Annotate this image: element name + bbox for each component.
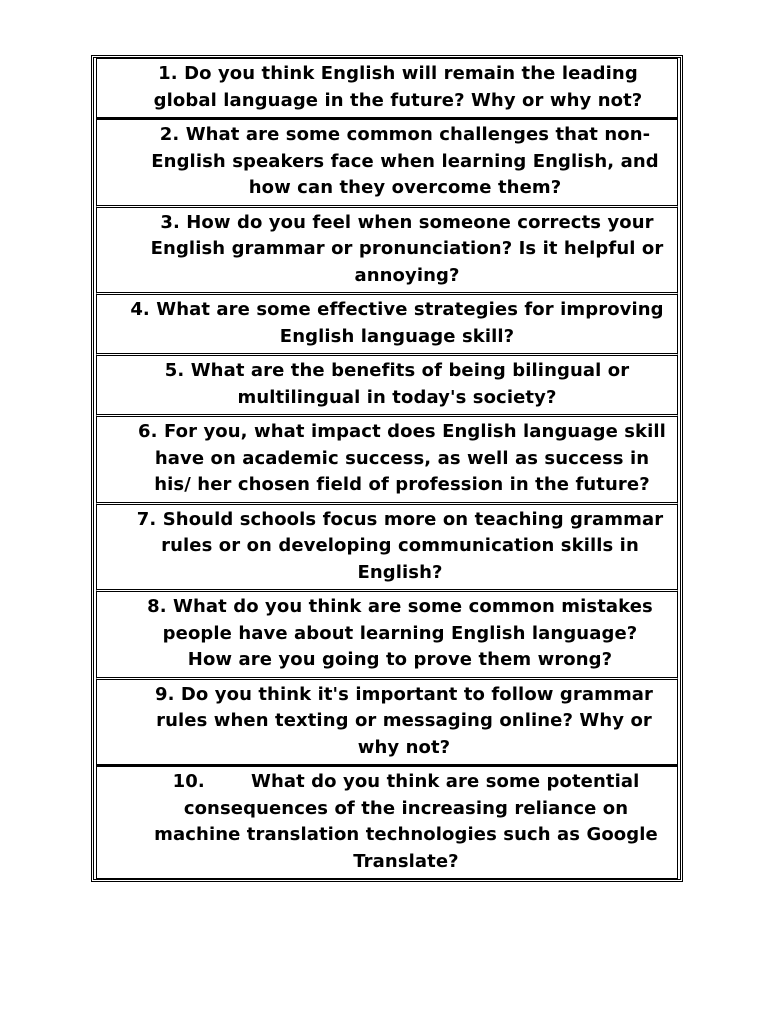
question-text: How do you feel when someone corrects your English grammar or pronunciation? Is it helpful or annoying? [150,211,664,286]
question-number: 8. [147,596,167,617]
question-row-6 [96,414,678,502]
question-text: What do you think are some potential consequences of the increasing reliance on machine translation technologies such as Google Translate? [154,771,658,872]
question-number: 3. [160,211,180,233]
question-row-9 [96,677,678,765]
question-text: What are the benefits of being bilingual or multilingual in today's society? [190,360,630,408]
question-table [91,55,683,882]
question-number: 4. [130,299,150,320]
question-text: What are some effective strategies for improving English language skill? [156,299,664,347]
question-row-4 [96,292,678,353]
question-text: Do you think English will remain the leading global language in the future? Why or why not? [153,63,643,111]
question-number: 7. [136,508,157,530]
question-row-8 [96,589,678,677]
question-row-1 [96,58,678,117]
question-row-10 [96,764,678,879]
question-text: For you, what impact does English language skill have on academic success, as well as success in his/ her chosen field of profession in the future? [154,421,666,495]
question-row-2 [96,117,678,205]
question-number: 10. [172,771,205,792]
question-number: 5. [164,360,185,381]
question-number: 9. [154,683,175,705]
question-text: Do you think it's important to follow grammar rules when texting or messaging online? Why or why not? [156,683,654,758]
question-text: What are some common challenges that non-English speakers face when learning English, and how can they overcome them? [151,124,659,198]
question-text: What do you think are some common mistakes people have about learning English language? How are you going to prove them wrong? [162,596,653,670]
question-number: 2. [159,124,180,145]
question-number: 6. [138,421,158,442]
question-row-7 [96,502,678,590]
question-text: Should schools focus more on teaching grammar rules or on developing communication skills in English? [161,508,664,583]
question-row-5 [96,353,678,414]
question-row-3 [96,205,678,293]
question-number: 1. [158,63,178,84]
